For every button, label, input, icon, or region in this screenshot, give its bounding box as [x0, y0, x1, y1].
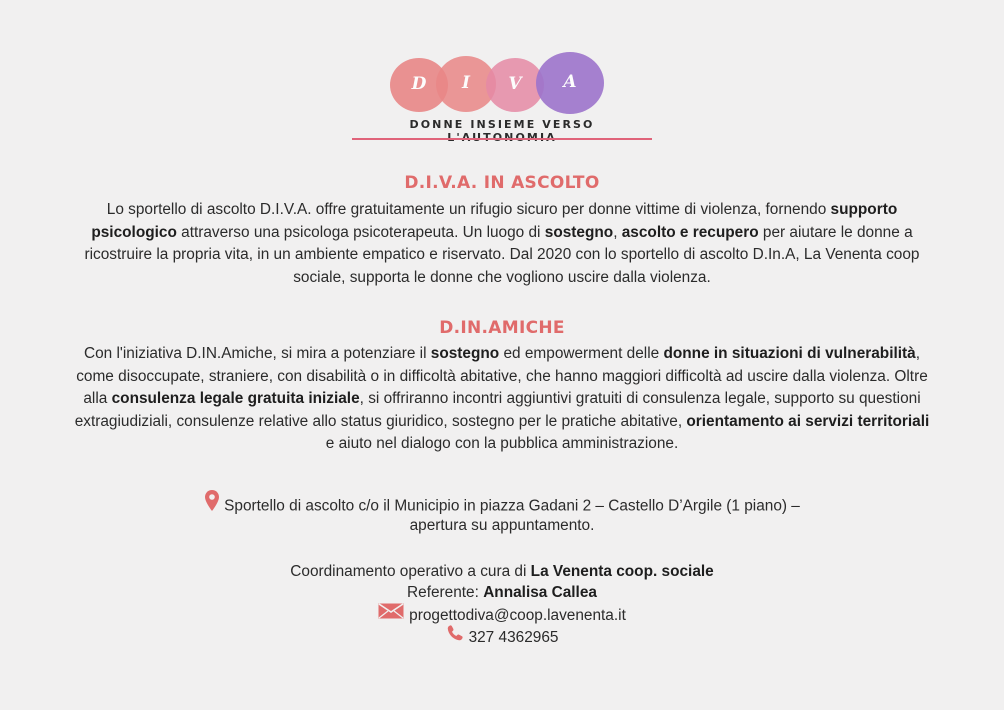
referent-name: Annalisa Callea: [483, 584, 597, 601]
text-run: ,: [613, 223, 622, 241]
coordination-label: Coordinamento operativo a cura di: [290, 563, 531, 580]
coordination-org: La Venenta coop. sociale: [530, 563, 714, 580]
bold-text-run: sostegno: [544, 223, 614, 241]
section-text-dinamiche: [74, 343, 930, 456]
text-run: ed empowerment delle: [499, 345, 664, 362]
text-run: Lo sportello di ascolto D.I.V.A. offre gratuitamente un rifugio sicuro per donne vittime di violenza, fornendo: [106, 201, 831, 218]
section-title-diva-ascolto: D.I.V.A. IN ASCOLTO: [404, 173, 600, 193]
location-text: Sportello di ascolto c/o il Municipio in piazza Gadani 2 – Castello D’Argile (1 piano) –: [224, 497, 800, 515]
tagline-underline: [352, 138, 652, 140]
logo-blob-i: I: [436, 56, 496, 112]
text-run: attraverso una psicologa psicoterapeuta. Un luogo di: [176, 223, 545, 241]
coordination-line: [0, 561, 1004, 583]
text-run: per aiutare le donne a ricostruire la propria vita, in un ambiente empatico e riservato. Dal 2020 con lo sportello di ascolto D.In.A, La Venenta coop sociale, supporta le donne che vogliono uscire dalla violenza.: [84, 223, 920, 286]
bold-text-run: ascolto e recupero: [621, 223, 759, 241]
logo-blob-v: V: [486, 58, 544, 112]
logo-blob-a: A: [536, 52, 604, 114]
email-link[interactable]: progettodiva@coop.lavenenta.it: [409, 607, 626, 624]
text-run: e aiuto nel dialogo con la pubblica amministrazione.: [325, 435, 679, 452]
phone-icon: [446, 624, 464, 649]
diva-logo: [352, 52, 652, 142]
location-line-2: apertura su appuntamento.: [409, 517, 595, 534]
bold-text-run: supporto psicologico: [91, 201, 898, 241]
bold-text-run: consulenza legale gratuita iniziale: [111, 390, 360, 407]
bold-text-run: donne in situazioni di vulnerabilità: [663, 345, 916, 362]
text-run: , come disoccupate, straniere, con disabilità o in difficoltà abitative, che hanno maggiori difficoltà ad uscire dalla violenza. Oltre alla: [76, 345, 928, 407]
referent-line: [0, 582, 1004, 604]
envelope-icon: [378, 603, 404, 626]
logo-tagline: DONNE INSIEME VERSO: [409, 118, 595, 131]
phone-number[interactable]: 327 4362965: [468, 629, 559, 647]
section-text-diva-ascolto: [74, 199, 930, 289]
section-title-dinamiche: D.IN.AMICHE: [439, 318, 565, 338]
phone-line: [0, 627, 1004, 649]
bold-text-run: orientamento ai servizi territoriali: [686, 412, 930, 430]
text-run: Con l'iniziativa D.IN.Amiche, si mira a potenziare il: [83, 345, 431, 362]
logo-blob-d: D: [390, 58, 448, 112]
email-line: [0, 605, 1004, 627]
bold-text-run: sostegno: [430, 345, 500, 362]
referent-label: Referente:: [407, 584, 484, 601]
text-run: , si offriranno incontri aggiuntivi gratuiti di consulenza legale, supporto su questioni extragiudiziali, consulenze relative allo status giuridico, sostegno per le pratiche abitative,: [74, 390, 921, 430]
